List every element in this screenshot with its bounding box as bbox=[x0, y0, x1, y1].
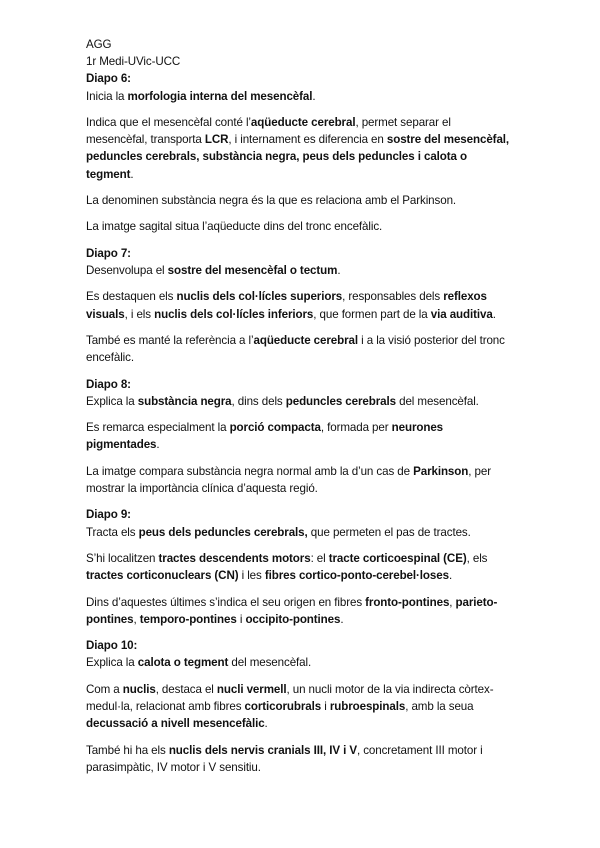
bold-text: tractes descendents motors bbox=[158, 551, 311, 565]
bold-text: decussació a nivell mesencefàlic bbox=[86, 717, 265, 731]
text-run: Es remarca especialment la bbox=[86, 421, 230, 435]
paragraph bbox=[86, 332, 514, 366]
bold-text: temporo-pontines bbox=[139, 612, 237, 626]
text-run: Explica la bbox=[86, 394, 138, 408]
text-run: , destaca el bbox=[155, 682, 217, 696]
bold-text: corticorubrals bbox=[244, 699, 322, 713]
paragraph bbox=[86, 742, 514, 776]
bold-text: sostre del mesencèfal o tectum bbox=[167, 263, 338, 277]
text-run: . bbox=[156, 438, 160, 452]
text-run: La denominen substància negra és la que es relaciona amb el Parkinson. bbox=[86, 194, 457, 207]
bold-text: nucli vermell bbox=[216, 682, 287, 696]
bold-text: tracte corticoespinal (CE) bbox=[328, 551, 467, 565]
paragraph bbox=[86, 419, 514, 453]
text-run: . bbox=[448, 569, 453, 583]
bold-text: peus dels peduncles cerebrals, bbox=[138, 525, 308, 539]
text-run: Indica que el mesencèfal conté l’ bbox=[86, 116, 251, 129]
section bbox=[86, 637, 514, 776]
bold-text: parieto-pontines bbox=[86, 595, 498, 626]
bold-text: occipito-pontines bbox=[245, 612, 341, 626]
section-title: Diapo 7: bbox=[86, 246, 131, 260]
paragraph bbox=[86, 114, 514, 183]
bold-text: substància negra bbox=[137, 394, 232, 408]
text-run: , bbox=[133, 612, 140, 626]
text-run: També es manté la referència a l’ bbox=[86, 333, 254, 347]
section-title: Diapo 8: bbox=[86, 377, 131, 391]
text-run: , i internament es diferencia en bbox=[228, 133, 387, 147]
text-run: Tracta els bbox=[86, 525, 139, 539]
text-run: Explica la bbox=[86, 656, 138, 670]
text-run: i les bbox=[238, 569, 265, 583]
bold-text: LCR bbox=[204, 133, 229, 147]
text-run: i a la visió posterior del tronc encefàlic. bbox=[86, 333, 505, 365]
section bbox=[86, 245, 514, 367]
header-author: AGG bbox=[86, 38, 112, 51]
text-run: Com a bbox=[86, 682, 123, 696]
text-run: i bbox=[236, 612, 246, 626]
text-run: , concretament III motor i parasimpàtic, IV motor i V sensitiu. bbox=[86, 743, 483, 774]
paragraph bbox=[86, 681, 514, 733]
paragraph bbox=[86, 594, 514, 628]
document-body bbox=[86, 70, 514, 776]
bold-text: reflexos visuals bbox=[86, 290, 487, 321]
text-run: Dins d’aquestes últimes s’indica el seu origen en fibres bbox=[86, 595, 366, 609]
text-run: Es destaquen els bbox=[86, 290, 177, 304]
section bbox=[86, 70, 514, 235]
text-run: . bbox=[130, 167, 134, 181]
text-run: del mesencèfal. bbox=[395, 394, 479, 408]
text-run: , formada per bbox=[320, 421, 392, 435]
paragraph bbox=[86, 550, 514, 584]
paragraph bbox=[86, 524, 514, 541]
text-run: , per mostrar la importància clínica d’aquesta regió. bbox=[86, 464, 491, 495]
bold-text: nuclis dels nervis cranials III, IV i V bbox=[168, 743, 357, 757]
bold-text: Parkinson bbox=[413, 464, 469, 478]
paragraph bbox=[86, 288, 514, 322]
text-run: del mesencèfal. bbox=[228, 656, 312, 670]
paragraph bbox=[86, 654, 514, 671]
text-run: , amb la seua bbox=[405, 699, 474, 713]
paragraph bbox=[86, 218, 514, 235]
text-run: Desenvolupa el bbox=[86, 263, 168, 277]
bold-text: sostre del mesencèfal, peduncles cerebrals, substància negra, peus dels peduncles i calota o tegment bbox=[86, 133, 510, 181]
text-run: Inicia la bbox=[86, 89, 128, 103]
paragraph bbox=[86, 393, 514, 410]
text-run: : el bbox=[310, 551, 329, 565]
bold-text: nuclis bbox=[122, 682, 156, 696]
text-run: , i els bbox=[124, 307, 155, 321]
bold-text: aqüeducte cerebral bbox=[250, 116, 356, 129]
header-course: 1r Medi-UVic-UCC bbox=[86, 55, 181, 69]
bold-text: tractes corticonuclears (CN) bbox=[86, 569, 239, 583]
section bbox=[86, 376, 514, 498]
section bbox=[86, 506, 514, 628]
text-run: , els bbox=[466, 551, 488, 565]
bold-text: fibres cortico-ponto-cerebel·loses bbox=[264, 569, 449, 583]
bold-text: morfologia interna del mesencèfal bbox=[127, 89, 313, 103]
text-run: que permeten el pas de tractes. bbox=[307, 525, 471, 539]
bold-text: aqüeducte cerebral bbox=[253, 333, 359, 347]
text-run: La imatge sagital situa l’aqüeducte dins del tronc encefàlic. bbox=[86, 220, 383, 234]
text-run: i bbox=[321, 699, 330, 713]
text-run: . bbox=[337, 263, 341, 277]
text-run: També hi ha els bbox=[86, 743, 169, 757]
section-title: Diapo 6: bbox=[86, 72, 131, 86]
bold-text: fronto-pontines bbox=[365, 595, 450, 609]
bold-text: peduncles cerebrals bbox=[285, 394, 396, 408]
text-run: , un nucli motor de la via indirecta còrtex-medul·la, relacionat amb fibres bbox=[86, 682, 494, 713]
section-title: Diapo 10: bbox=[86, 639, 138, 653]
text-run: , dins dels bbox=[231, 394, 286, 408]
text-run: , permet separar el mesencèfal, transporta bbox=[86, 116, 451, 147]
section-title: Diapo 9: bbox=[86, 508, 131, 522]
text-run: , que formen part de la bbox=[313, 307, 431, 321]
bold-text: porció compacta bbox=[229, 421, 321, 435]
text-run: , bbox=[449, 595, 456, 609]
bold-text: neurones pigmentades bbox=[86, 421, 444, 452]
text-run: S’hi localitzen bbox=[86, 551, 159, 565]
paragraph bbox=[86, 463, 514, 497]
bold-text: nuclis dels col·lícles inferiors bbox=[154, 307, 314, 321]
bold-text: via auditiva bbox=[430, 307, 493, 321]
text-run: . bbox=[492, 307, 496, 321]
paragraph bbox=[86, 262, 514, 279]
text-run: , responsables dels bbox=[342, 290, 444, 304]
text-run: La imatge compara substància negra normal amb la d’un cas de bbox=[86, 464, 414, 478]
paragraph bbox=[86, 88, 514, 105]
text-run: . bbox=[264, 717, 268, 731]
text-run: . bbox=[340, 612, 344, 626]
bold-text: nuclis dels col·lícles superiors bbox=[176, 290, 343, 304]
text-run: . bbox=[312, 89, 316, 103]
bold-text: calota o tegment bbox=[137, 656, 229, 670]
paragraph bbox=[86, 192, 514, 209]
bold-text: rubroespinals bbox=[329, 699, 406, 713]
